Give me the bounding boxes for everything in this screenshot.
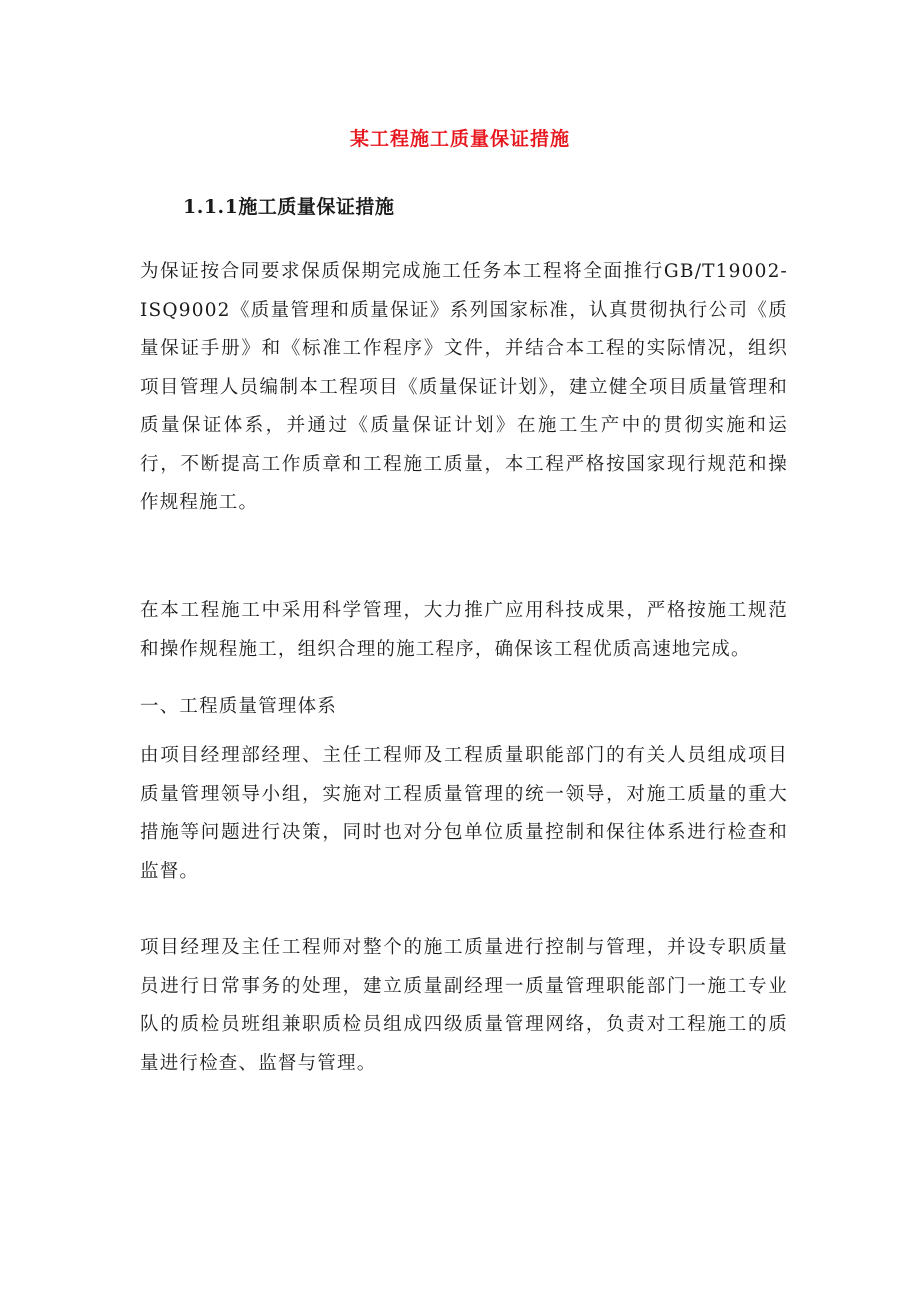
paragraph-leadership-group: 由项目经理部经理、主任工程师及工程质量职能部门的有关人员组成项目质量管理领导小组，实施对工程质量管理的统一领导，对施工质量的重大措施等问题进行决策，同时也对分包单位质量控制和保往体系进行检查和监督。	[140, 745, 788, 882]
document-title: 某工程施工质量保证措施	[349, 128, 570, 150]
paragraph-scientific-management: 在本工程施工中采用科学管理，大力推广应用科技成果，严格按施工规范和操作规程施工，组织合理的施工程序，确保该工程优质高速地完成。	[140, 600, 788, 660]
paragraph-management-network: 项目经理及主任工程师对整个的施工质量进行控制与管理，并设专职质量员进行日常事务的处理，建立质量副经理一质量管理职能部门一施工专业队的质检员班组兼职质检员组成四级质量管理网络，负责对工程施工的质量进行检查、监督与管理。	[140, 937, 788, 1074]
section-heading: 1.1.1施工质量保证措施	[183, 196, 395, 218]
paragraph-quality-standard: 为保证按合同要求保质保期完成施工任务本工程将全面推行GB/T19002-ISQ9002《质量管理和质量保证》系列国家标准，认真贯彻执行公司《质量保证手册》和《标准工作程序》文件，并结合本工程的实际情况，组织项目管理人员编制本工程项目《质量保证计划》，建立健全项目质量管理和质量保证体系，并通过《质量保证计划》在施工生产中的贯彻实施和运行，不断提高工作质章和工程施工质量，本工程严格按国家现行规范和操作规程施工。	[140, 261, 788, 513]
subheading-quality-system: 一、工程质量管理体系	[140, 696, 338, 717]
